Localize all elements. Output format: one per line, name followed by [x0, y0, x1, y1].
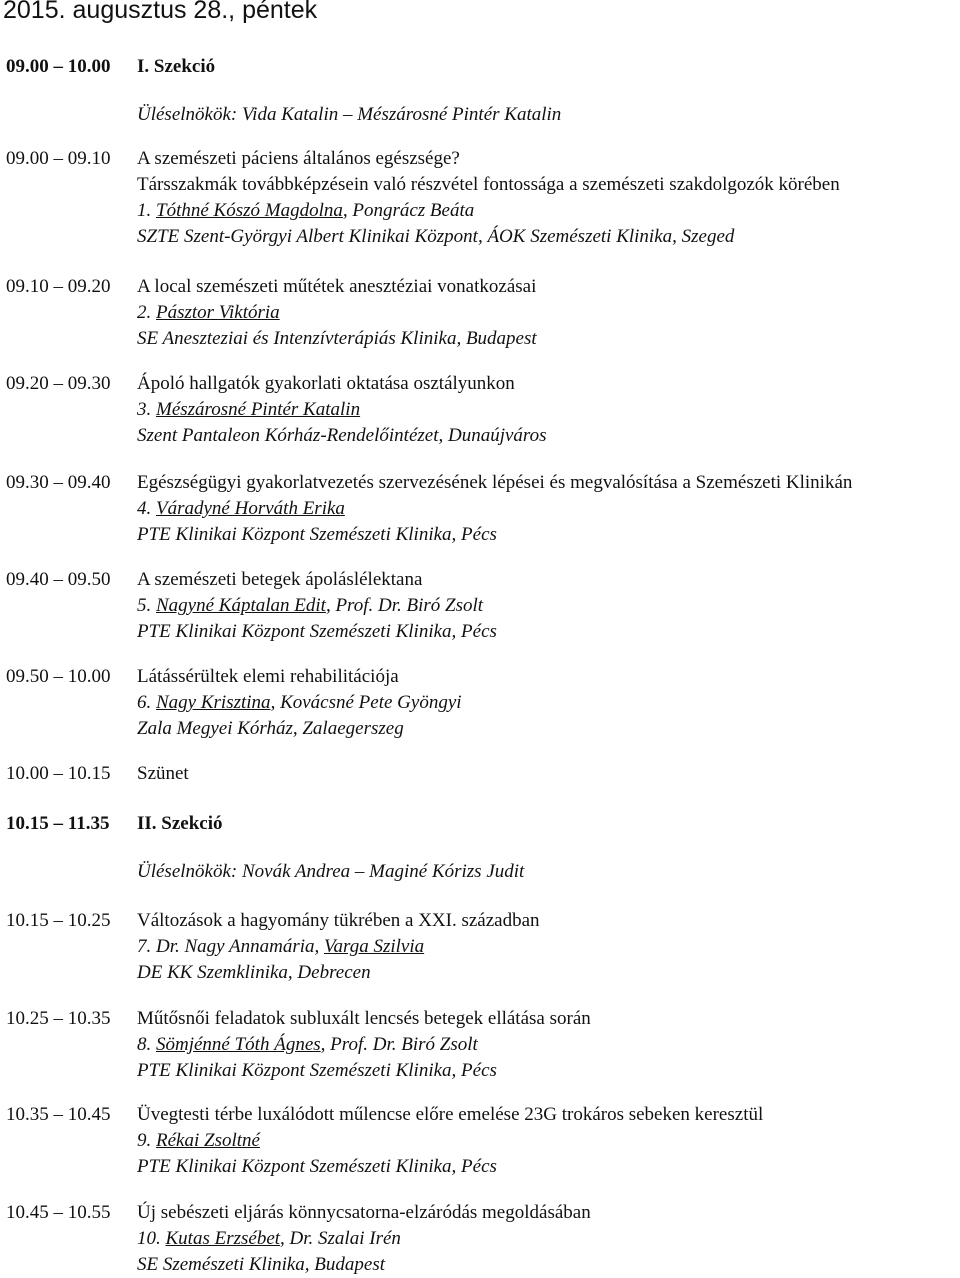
coauthors: , Dr. Szalai Irén	[280, 1228, 401, 1249]
time-slot: 09.50 – 10.00	[6, 666, 111, 687]
talk-title: A szemészeti páciens általános egészsége?	[137, 148, 460, 169]
authors	[137, 1032, 960, 1058]
presenting-author: Tóthné Kószó Magdolna	[156, 200, 343, 221]
talk-number: 7.	[137, 936, 156, 957]
institution: PTE Klinikai Központ Szemészeti Klinika, Pécs	[137, 1156, 497, 1177]
item-body	[137, 567, 960, 645]
authors	[137, 593, 960, 619]
item-body	[137, 274, 960, 352]
item-body	[137, 1006, 960, 1084]
talk-number: 10.	[137, 1228, 166, 1249]
institution: SE Aneszteziai és Intenzívterápiás Klinika, Budapest	[137, 328, 537, 349]
talk-title: Új sebészeti eljárás könnycsatorna-elzáródás megoldásában	[137, 1202, 591, 1223]
talk-title: Látássérültek elemi rehabilitációja	[137, 666, 399, 687]
time-slot: 10.15 – 11.35	[6, 813, 110, 834]
talk-number: 9.	[137, 1130, 156, 1151]
presenting-author: Váradyné Horváth Erika	[156, 498, 345, 519]
institution: Zala Megyei Kórház, Zalaegerszeg	[137, 718, 404, 739]
talk-number: 2.	[137, 302, 156, 323]
talk-title: Szünet	[137, 763, 189, 784]
session-chairs: Üléselnökök: Novák Andrea – Maginé Kórizs Judit	[137, 861, 525, 882]
authors	[137, 934, 960, 960]
item-body	[137, 470, 960, 548]
time-slot: 09.20 – 09.30	[6, 373, 111, 394]
coauthor-prefix: Dr. Nagy Annamária,	[156, 936, 325, 957]
item-body	[137, 761, 960, 787]
item-body	[137, 1102, 960, 1180]
item-body	[137, 908, 960, 986]
coauthors: , Pongrácz Beáta	[342, 200, 475, 221]
time-slot: 09.30 – 09.40	[6, 472, 111, 493]
presenting-author: Mészárosné Pintér Katalin	[156, 399, 361, 420]
item-body	[137, 811, 960, 885]
time-slot: 09.00 – 10.00	[6, 56, 111, 77]
spacer	[137, 80, 960, 102]
talk-title: A local szemészeti műtétek anesztéziai vonatkozásai	[137, 276, 537, 297]
talk-number: 5.	[137, 595, 156, 616]
time-slot: 10.15 – 10.25	[6, 910, 111, 931]
item-body	[137, 664, 960, 742]
authors	[137, 300, 960, 326]
time-slot: 10.35 – 10.45	[6, 1104, 111, 1125]
authors	[137, 1128, 960, 1154]
talk-title: Üvegtesti térbe luxálódott műlencse előre emelése 23G trokáros sebeken keresztül	[137, 1104, 764, 1125]
authors	[137, 690, 960, 716]
institution: Szent Pantaleon Kórház-Rendelőintézet, Dunaújváros	[137, 425, 547, 446]
talk-title: Műtősnői feladatok subluxált lencsés betegek ellátása során	[137, 1008, 591, 1029]
presenting-author: Kutas Erzsébet	[165, 1228, 281, 1249]
presenting-author: Pásztor Viktória	[156, 302, 280, 323]
institution: PTE Klinikai Központ Szemészeti Klinika, Pécs	[137, 621, 497, 642]
coauthors: , Prof. Dr. Biró Zsolt	[320, 1034, 478, 1055]
talk-title: Ápoló hallgatók gyakorlati oktatása osztályunkon	[137, 373, 515, 394]
authors	[137, 397, 960, 423]
time-slot: 10.25 – 10.35	[6, 1008, 111, 1029]
institution: SE Szemészeti Klinika, Budapest	[137, 1254, 386, 1275]
authors	[137, 1226, 960, 1252]
presenting-author: Nagy Krisztina	[156, 692, 271, 713]
coauthors: , Prof. Dr. Biró Zsolt	[325, 595, 484, 616]
talk-title: Egészségügyi gyakorlatvezetés szervezésének lépései és megvalósítása a Szemészeti Klinikán	[137, 472, 853, 493]
time-slot: 10.45 – 10.55	[6, 1202, 111, 1223]
talk-number: 6.	[137, 692, 156, 713]
talk-number: 4.	[137, 498, 156, 519]
time-slot: 09.00 – 09.10	[6, 148, 111, 169]
presenting-author: Sömjénné Tóth Ágnes	[156, 1034, 321, 1055]
talk-title: Változások a hagyomány tükrében a XXI. században	[137, 910, 540, 931]
section-title: II. Szekció	[137, 813, 223, 834]
item-body	[137, 371, 960, 449]
item-body	[137, 146, 960, 250]
section-title: I. Szekció	[137, 56, 216, 77]
institution: PTE Klinikai Központ Szemészeti Klinika, Pécs	[137, 1060, 497, 1081]
talk-number: 3.	[137, 399, 156, 420]
talk-title: A szemészeti betegek ápoláslélektana	[137, 569, 423, 590]
time-slot: 10.00 – 10.15	[6, 763, 111, 784]
presenting-author: Rékai Zsoltné	[156, 1130, 260, 1151]
talk-number: 8.	[137, 1034, 156, 1055]
authors	[137, 496, 960, 522]
item-body	[137, 54, 960, 128]
presenting-author: Nagyné Káptalan Edit	[156, 595, 326, 616]
presenting-author: Varga Szilvia	[324, 936, 425, 957]
talk-title-line-2: Társszakmák továbbképzésein való részvétel fontossága a szemészeti szakdolgozók körében	[137, 174, 840, 195]
item-body	[137, 1200, 960, 1278]
time-slot: 09.40 – 09.50	[6, 569, 111, 590]
page-date-heading: 2015. augusztus 28., péntek	[3, 0, 318, 24]
session-chairs: Üléselnökök: Vida Katalin – Mészárosné Pintér Katalin	[137, 104, 562, 125]
institution: PTE Klinikai Központ Szemészeti Klinika, Pécs	[137, 524, 497, 545]
spacer	[137, 837, 960, 859]
authors	[137, 198, 960, 224]
institution: DE KK Szemklinika, Debrecen	[137, 962, 371, 983]
talk-number: 1.	[137, 200, 156, 221]
time-slot: 09.10 – 09.20	[6, 276, 111, 297]
coauthors: , Kovácsné Pete Gyöngyi	[270, 692, 462, 713]
institution: SZTE Szent-Györgyi Albert Klinikai Központ, ÁOK Szemészeti Klinika, Szeged	[137, 226, 735, 247]
